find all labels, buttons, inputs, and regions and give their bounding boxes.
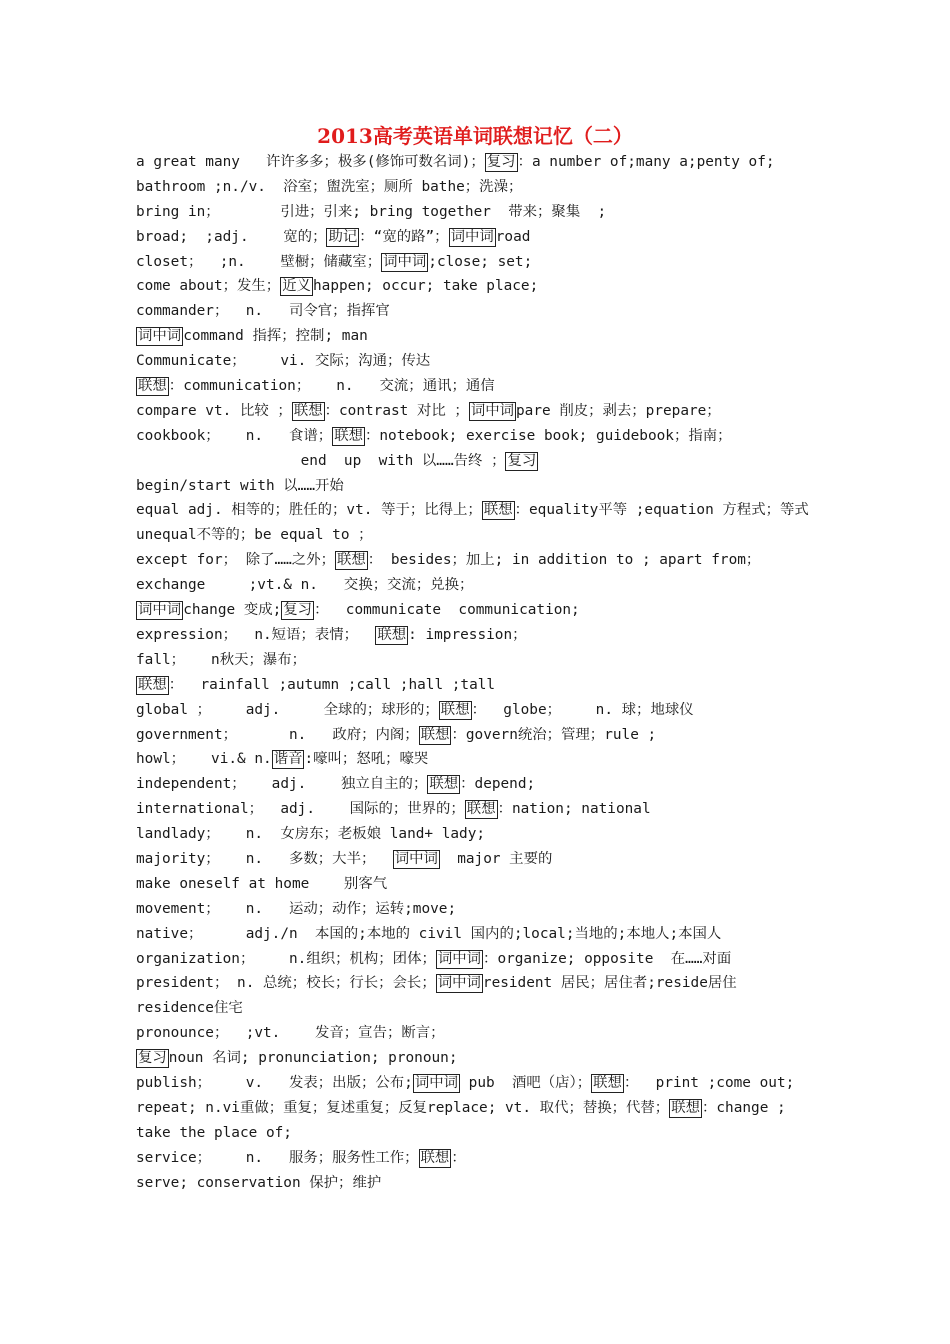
vocab-line (136, 747, 816, 772)
boxed-tag: 词中词 (450, 228, 494, 245)
line-text: exchange ;vt.& n. 交换；交流；兑换； (136, 577, 474, 594)
line-text: Communicate； vi. 交际；沟通；传达 (136, 353, 431, 370)
line-text: ：notebook; exercise book; guidebook；指南； (364, 427, 732, 444)
line-text: ： (451, 1149, 466, 1166)
vocab-line (136, 1046, 816, 1071)
line-text: service； n. 服务；服务性工作； (136, 1149, 419, 1166)
line-text: commander； n. 司令官；指挥官 (136, 303, 390, 320)
boxed-tag: 联想 (293, 402, 323, 419)
boxed-tag: 联想 (334, 427, 363, 444)
vocab-line (136, 324, 816, 349)
line-text: come about；发生； (136, 278, 281, 295)
vocab-line (136, 225, 816, 250)
vocab-line (136, 1071, 816, 1096)
line-text: except for； 除了……之外； (136, 552, 335, 569)
line-text: command 指挥；控制; man (183, 328, 368, 345)
line-text: president； n. 总统；校长；行长；会长； (136, 975, 436, 992)
boxed-tag: 复习 (283, 602, 313, 619)
line-text: organization； n.组织；机构；团体； (136, 950, 436, 967)
vocab-line (136, 673, 816, 698)
boxed-tag: 联想 (377, 626, 407, 643)
line-text: make oneself at home 别客气 (136, 875, 388, 892)
line-text: ：contrast 对比 ； (324, 402, 469, 419)
boxed-tag: 词中词 (470, 402, 514, 419)
vocab-line (136, 175, 816, 200)
line-text: ：communication； n. 交流；通讯；通信 (168, 378, 495, 395)
boxed-tag: 复习 (507, 452, 537, 469)
line-text: independent； adj. 独立自主的； (136, 776, 428, 793)
boxed-tag: 词中词 (138, 328, 182, 345)
vocab-line (136, 922, 816, 947)
line-text: cookbook； n. 食谱； (136, 427, 333, 444)
line-text: pub 酒吧（店）； (460, 1075, 592, 1092)
line-text: : impression； (408, 626, 527, 643)
boxed-tag: 谐音 (273, 751, 303, 768)
vocab-line (136, 1021, 816, 1046)
vocab-line (136, 822, 816, 847)
vocab-line (136, 299, 816, 324)
line-text: ：a number of;many a;penty of; (517, 154, 775, 170)
line-text: ： rainfall ;autumn ;call ;hall ;tall (168, 676, 496, 693)
line-text: pronounce； ;vt. 发音；宣告；断言； (136, 1025, 445, 1042)
line-text: ：“宽的路”； (359, 228, 449, 245)
vocab-line (136, 947, 816, 972)
vocab-line (136, 424, 816, 449)
line-text: serve; conservation 保护；维护 (136, 1174, 382, 1191)
line-text: fall； n秋天；瀑布； (136, 651, 307, 668)
boxed-tag: 联想 (420, 1149, 450, 1166)
boxed-tag: 近义 (282, 278, 311, 295)
line-text: ：change ; take the place of; (136, 1099, 786, 1141)
vocab-line (136, 374, 816, 399)
vocab-line (136, 1096, 816, 1146)
boxed-tag: 联想 (420, 726, 450, 743)
vocab-line (136, 274, 816, 299)
line-text: government； n. 政府；内阁； (136, 726, 419, 743)
vocab-line (136, 723, 816, 748)
vocab-line (136, 498, 816, 548)
line-text: bathroom ;n./v. 浴室；盥洗室；厕所 bathe；洗澡； (136, 178, 523, 195)
vocab-line (136, 573, 816, 598)
vocab-line (136, 971, 816, 1021)
vocab-line (136, 623, 816, 648)
boxed-tag: 词中词 (414, 1075, 458, 1092)
line-text: ：depend; (460, 776, 536, 793)
boxed-tag: 联想 (138, 378, 167, 395)
line-text: road (495, 228, 531, 245)
vocab-line (136, 797, 816, 822)
boxed-tag: 词中词 (437, 950, 482, 967)
vocab-line (136, 598, 816, 623)
vocab-line (136, 349, 816, 374)
page-title: 2013高考英语单词联想记忆（二） (317, 124, 633, 148)
vocab-line (136, 150, 816, 175)
boxed-tag: 联想 (593, 1075, 622, 1092)
vocab-line (136, 897, 816, 922)
line-text: global ； adj. 全球的；球形的； (136, 701, 439, 718)
boxed-tag: 助记 (328, 228, 358, 245)
line-text: repeat; n.vi重做；重复；复述重复；反复replace; vt. 取代；替换；代替； (136, 1099, 670, 1116)
line-text: publish； v. 发表；出版；公布; (136, 1075, 413, 1092)
line-text: landlady； n. 女房东；老板娘 land+ lady; (136, 826, 486, 843)
vocab-line (136, 474, 816, 499)
line-text: ;close; set; (428, 253, 533, 270)
boxed-tag: 联想 (138, 676, 167, 693)
line-text: ：equality平等 ;equation 方程式；等式unequal不等的；be equal to ； (136, 502, 809, 544)
vocab-line (136, 399, 816, 424)
boxed-tag: 词中词 (394, 850, 438, 867)
boxed-tag: 复习 (138, 1050, 167, 1067)
line-text: equal adj. 相等的；胜任的；vt. 等于；比得上； (136, 502, 482, 519)
boxed-tag: 词中词 (437, 975, 481, 992)
vocab-line (136, 1171, 816, 1196)
line-text: happen; occur; take place; (313, 278, 539, 295)
line-text: expression； n.短语；表情； (136, 626, 376, 643)
vocab-line (136, 847, 816, 872)
line-text: noun 名词; pronunciation; pronoun; (168, 1050, 458, 1067)
vocabulary-list (136, 150, 816, 1196)
line-text: closet； ;n. 壁橱；储藏室； (136, 253, 382, 270)
line-text: ： print ;come out; (623, 1075, 795, 1092)
line-text: end up with 以……告终 ； (136, 452, 506, 469)
line-text: howl； vi.& n. (136, 751, 272, 768)
boxed-tag: 复习 (486, 154, 516, 170)
boxed-tag: 词中词 (138, 602, 182, 619)
line-text: broad; ;adj. 宽的； (136, 228, 327, 245)
line-text: pare 削皮；剥去；prepare； (516, 402, 721, 419)
line-text: :嚎叫；怒吼；嚎哭 (304, 751, 429, 768)
line-text: major 主要的 (439, 850, 553, 867)
vocab-line (136, 250, 816, 275)
line-text: ：organize; opposite 在……对面 (483, 950, 732, 967)
vocab-line (136, 449, 816, 474)
boxed-tag: 联想 (483, 502, 513, 519)
line-text: majority； n. 多数；大半； (136, 850, 393, 867)
line-text: bring in； 引进；引来; bring together 带来；聚集 ; (136, 203, 607, 220)
line-text: ： besides；加上; in addition to ; apart from； (367, 552, 761, 569)
line-text: compare vt. 比较 ； (136, 402, 292, 419)
boxed-tag: 联想 (440, 701, 470, 718)
boxed-tag: 联想 (336, 552, 366, 569)
vocab-line (136, 200, 816, 225)
vocab-line (136, 1146, 816, 1171)
boxed-tag: 联想 (671, 1099, 700, 1116)
line-text: begin/start with 以……开始 (136, 477, 344, 494)
boxed-tag: 词中词 (383, 253, 427, 270)
line-text: native； adj./n 本国的;本地的 civil 国内的;local;当地的;本地人;本国人 (136, 925, 722, 942)
line-text: ：govern统治；管理；rule ; (451, 726, 657, 743)
boxed-tag: 联想 (466, 801, 496, 818)
vocab-line (136, 872, 816, 897)
line-text: ： globe； n. 球；地球仪 (471, 701, 694, 718)
vocab-line (136, 548, 816, 573)
boxed-tag: 联想 (429, 776, 459, 793)
line-text: change 变成; (183, 602, 282, 619)
line-text: movement； n. 运动；动作；运转;move; (136, 900, 457, 917)
vocab-line (136, 648, 816, 673)
vocab-line (136, 698, 816, 723)
line-text: ：nation; national (497, 801, 651, 818)
vocab-line (136, 772, 816, 797)
line-text: a great many 许许多多；极多(修饰可数名词)； (136, 154, 485, 170)
line-text: resident 居民；居住者;reside居住 residence住宅 (136, 975, 737, 1017)
line-text: international； adj. 国际的；世界的； (136, 801, 465, 818)
line-text: ： communicate communication; (314, 602, 580, 619)
